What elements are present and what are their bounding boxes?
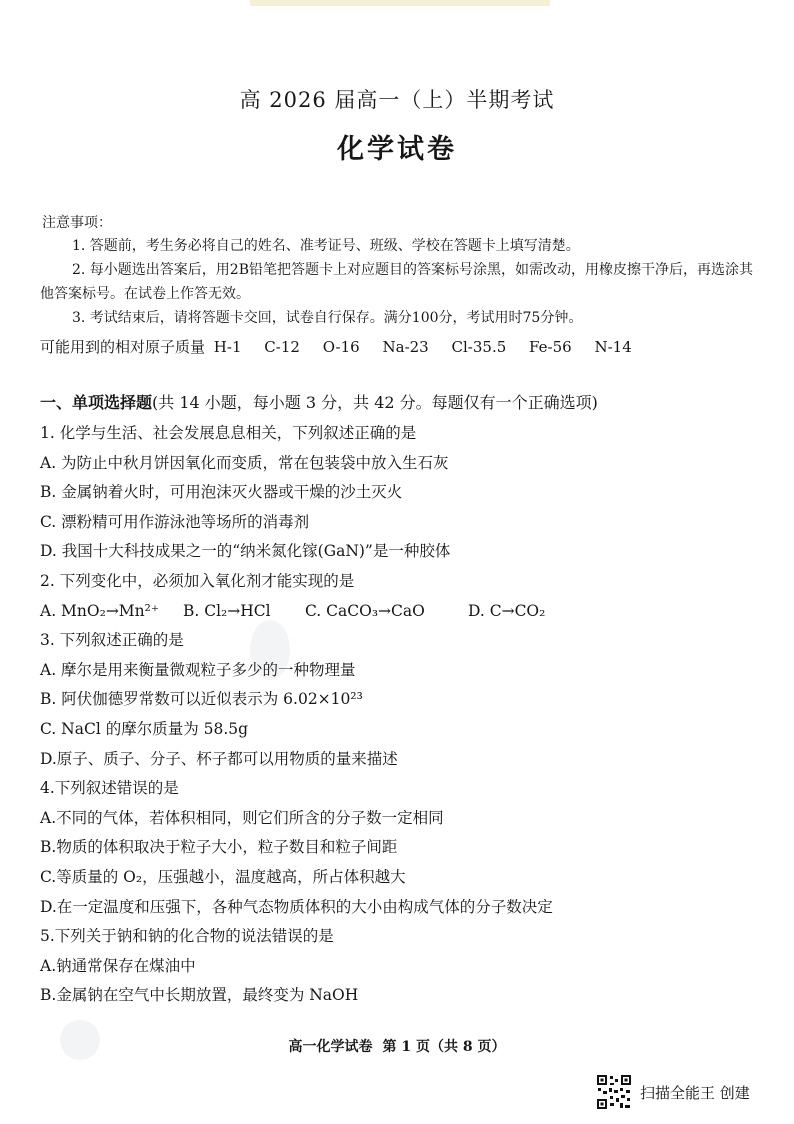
scan-edge-mark: [250, 0, 550, 6]
question-1-option-c: C. 漂粉精可用作游泳池等场所的消毒剂: [40, 512, 310, 531]
question-2-option-a: A. MnO₂→Mn²⁺: [40, 601, 160, 620]
notice-item-2: 2. 每小题选出答案后，用2B铅笔把答题卡上对应题目的答案标号涂黑，如需改动，用橡皮擦干净后，再选涂其他答案标号。在试卷上作答无效。: [40, 262, 754, 302]
section-title: 一、单项选择题: [40, 393, 153, 412]
question-2-stem: 2. 下列变化中，必须加入氧化剂才能实现的是: [40, 571, 355, 590]
question-5-stem: 5.下列关于钠和钠的化合物的说法错误的是: [40, 927, 334, 946]
question-4-option-d: D.在一定温度和压强下，各种气态物质体积的大小由构成气体的分子数决定: [40, 897, 553, 916]
question-4-option-c: C.等质量的 O₂，压强越小，温度越高，所占体积越大: [40, 867, 406, 886]
atomic-mass-label: 可能用到的相对原子质量: [40, 338, 206, 356]
atomic-mass-cl: Cl-35.5: [451, 338, 507, 356]
question-1-option-a: A. 为防止中秋月饼因氧化而变质，常在包装袋中放入生石灰: [40, 453, 449, 472]
question-1-stem: 1. 化学与生活、社会发展息息相关，下列叙述正确的是: [40, 424, 417, 442]
question-2-option-d: D. C→CO₂: [468, 601, 546, 620]
question-3-option-a: A. 摩尔是用来衡量微观粒子多少的一种物理量: [40, 660, 356, 679]
question-4-option-a: A.不同的气体，若体积相同，则它们所含的分子数一定相同: [40, 808, 444, 827]
atomic-mass-line: [40, 336, 632, 357]
atomic-mass-n: N-14: [594, 338, 632, 356]
scanner-watermark-text: 扫描全能王 创建: [640, 1083, 750, 1102]
section-description: (共 14 小题，每小题 3 分，共 42 分。每题仅有一个正确选项): [152, 393, 598, 412]
qr-code-icon: [596, 1074, 632, 1110]
page-footer: [0, 1036, 794, 1056]
atomic-mass-na: Na-23: [382, 338, 429, 356]
question-4-stem: 4.下列叙述错误的是: [40, 779, 179, 798]
footer-page-number: 第 1 页（共 8 页）: [382, 1039, 506, 1055]
footer-subject: 高一化学试卷: [288, 1039, 373, 1055]
atomic-mass-fe: Fe-56: [529, 338, 572, 356]
question-2-options: [40, 597, 760, 627]
question-5-option-a: A.钠通常保存在煤油中: [40, 956, 196, 975]
question-2-option-c: C. CaCO₃→CaO: [305, 601, 425, 620]
notice-item-3: 3. 考试结束后，请将答题卡交回，试卷自行保存。满分100分，考试用时75分钟。: [72, 310, 583, 326]
atomic-mass-o: O-16: [322, 338, 360, 356]
notice-heading: 注意事项：: [42, 215, 112, 231]
atomic-mass-c: C-12: [264, 338, 300, 356]
question-3-option-d: D.原子、质子、分子、杯子都可以用物质的量来描述: [40, 749, 398, 768]
question-3-option-b: B. 阿伏伽德罗常数可以近似表示为 6.02×10²³: [40, 690, 363, 709]
question-list: [40, 419, 760, 1011]
scanner-watermark: [596, 1074, 750, 1110]
notice-item-1: 1. 答题前，考生务必将自己的姓名、准考证号、班级、学校在答题卡上填写清楚。: [72, 238, 580, 254]
exam-title: 高 2026 届高一（上）半期考试: [239, 88, 555, 112]
question-3-option-c: C. NaCl 的摩尔质量为 58.5g: [40, 719, 249, 738]
notice-list: [40, 234, 756, 330]
question-1-option-b: B. 金属钠着火时，可用泡沫灭火器或干燥的沙土灭火: [40, 483, 403, 502]
atomic-mass-h: H-1: [213, 338, 242, 356]
subject-title: 化学试卷: [337, 134, 457, 165]
section-heading: [40, 390, 598, 413]
question-3-stem: 3. 下列叙述正确的是: [40, 631, 184, 650]
question-2-option-b: B. Cl₂→HCl: [183, 601, 271, 620]
question-1-option-d: D. 我国十大科技成果之一的“纳米氮化镓(GaN)”是一种胶体: [40, 542, 451, 561]
question-4-option-b: B.物质的体积取决于粒子大小，粒子数目和粒子间距: [40, 838, 398, 857]
question-5-option-b: B.金属钠在空气中长期放置，最终变为 NaOH: [40, 986, 359, 1005]
